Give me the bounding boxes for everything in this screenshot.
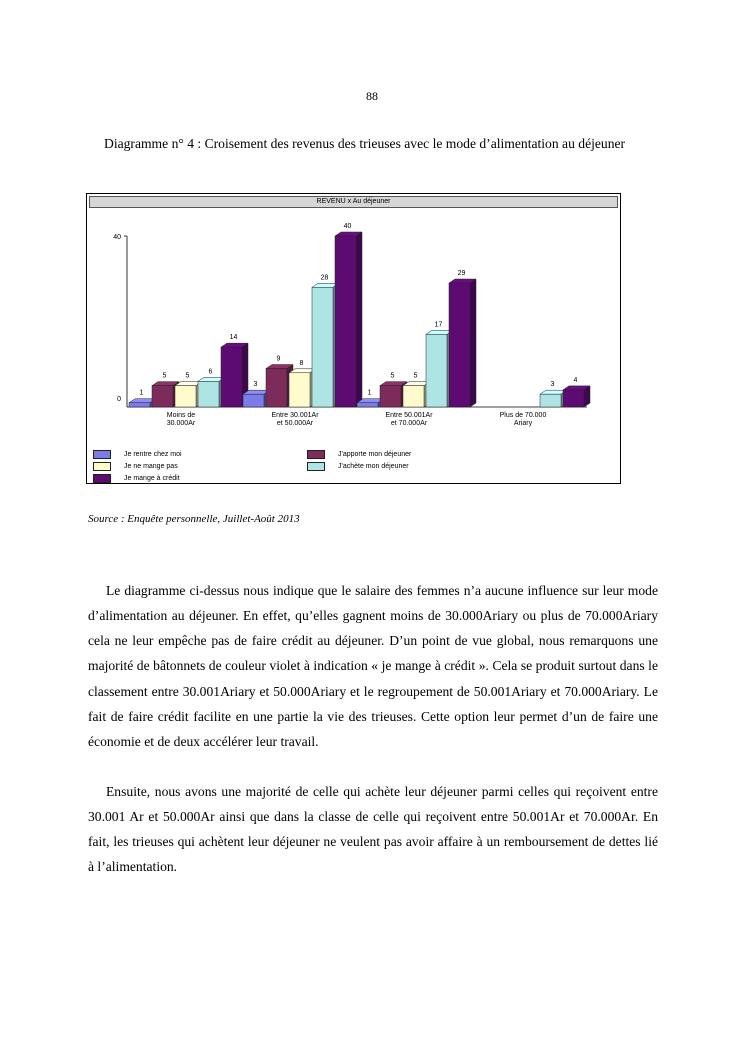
bar	[266, 369, 287, 407]
legend-swatch	[307, 450, 325, 459]
data-label: 3	[253, 381, 258, 389]
data-label: 6	[208, 368, 213, 376]
category-label: Entre 30.001Ar et 50.000Ar	[271, 412, 319, 427]
bar	[129, 403, 150, 407]
legend-swatch	[307, 462, 325, 471]
legend-swatch	[93, 462, 111, 471]
data-label: 5	[162, 372, 167, 380]
bar	[563, 390, 584, 407]
data-label: 14	[229, 334, 238, 342]
y-tick-label: 40	[113, 234, 121, 241]
bar	[152, 386, 173, 407]
legend-label: Je ne mange pas	[124, 463, 178, 470]
legend-swatch	[93, 474, 111, 483]
bar	[540, 394, 561, 407]
data-label: 4	[573, 376, 578, 384]
data-label: 17	[434, 321, 443, 329]
bar	[198, 381, 219, 407]
bar-side	[356, 232, 362, 407]
data-label: 1	[139, 389, 144, 397]
data-label: 28	[320, 274, 329, 282]
legend-label: Je mange à crédit	[124, 475, 180, 482]
paragraph-1: Le diagramme ci-dessus nous indique que le salaire des femmes n’a aucune influence sur leur mode d’alimentation au déjeuner. En effet, qu’elles gagnent moins de 30.000Ariary ou plus de 70.000Ariary cela ne leur empêche pas de faire crédit au déjeuner. D’un point de vue global, nous remarquons une majorité de bâtonnets de couleur violet à indication « je mange à crédit ». Cela se produit surtout dans le classement entre 30.001Ariary et 50.000Ariary et le regroupement de 50.001Ariary et 70.000Ariary. Le fait de faire crédit facilite en une partie la vie des trieuses. Cette option leur permet d’un de faire une économie et de deux accélérer leur travail.	[88, 582, 658, 750]
category-label: Moins de 30.000Ar	[166, 412, 196, 427]
bar-side	[470, 279, 476, 407]
bar	[403, 386, 424, 407]
page-number: 88	[366, 89, 378, 103]
legend-label: Je rentre chez moi	[124, 451, 182, 458]
data-label: 5	[413, 372, 418, 380]
bar	[380, 386, 401, 407]
legend-label: J'achète mon déjeuner	[338, 463, 409, 470]
bar	[289, 373, 310, 407]
bar	[175, 386, 196, 407]
data-label: 3	[550, 381, 555, 389]
chart-title: REVENU x Au déjeuner	[89, 196, 618, 208]
bar	[312, 287, 333, 407]
bar-chart	[87, 194, 620, 483]
paragraph-2: Ensuite, nous avons une majorité de celle qui achète leur déjeuner parmi celles qui reçoivent entre 30.001 Ar et 50.000Ar ainsi que dans la classe de celle qui reçoivent entre 50.001Ar et 70.000Ar. En fait, les trieuses qui achètent leur déjeuner ne veulent pas avoir affaire à un remboursement de dettes lié à l’alimentation.	[88, 783, 658, 875]
data-label: 5	[390, 372, 395, 380]
chart-frame	[86, 193, 621, 484]
category-label: Entre 50.001Ar et 70.000Ar	[385, 412, 433, 427]
figure-caption: Diagramme n° 4 : Croisement des revenus des trieuses avec le mode d’alimentation au déjeuner	[104, 136, 626, 151]
data-label: 40	[343, 223, 352, 230]
data-label: 5	[185, 372, 190, 380]
bar	[426, 334, 447, 407]
bar	[221, 347, 242, 407]
data-label: 9	[276, 355, 281, 363]
data-label: 1	[367, 389, 372, 397]
bar	[357, 403, 378, 407]
legend-label: J'apporte mon déjeuner	[338, 451, 412, 458]
data-label: 29	[457, 270, 466, 278]
bar	[449, 283, 470, 407]
legend-swatch	[93, 450, 111, 459]
category-label: Plus de 70.000 Ariary	[499, 412, 547, 427]
data-label: 8	[299, 359, 304, 367]
bar	[335, 236, 356, 407]
bar	[243, 394, 264, 407]
y-tick-label: 0	[117, 396, 121, 403]
figure-source: Source : Enquête personnelle, Juillet-Août 2013	[88, 513, 300, 525]
